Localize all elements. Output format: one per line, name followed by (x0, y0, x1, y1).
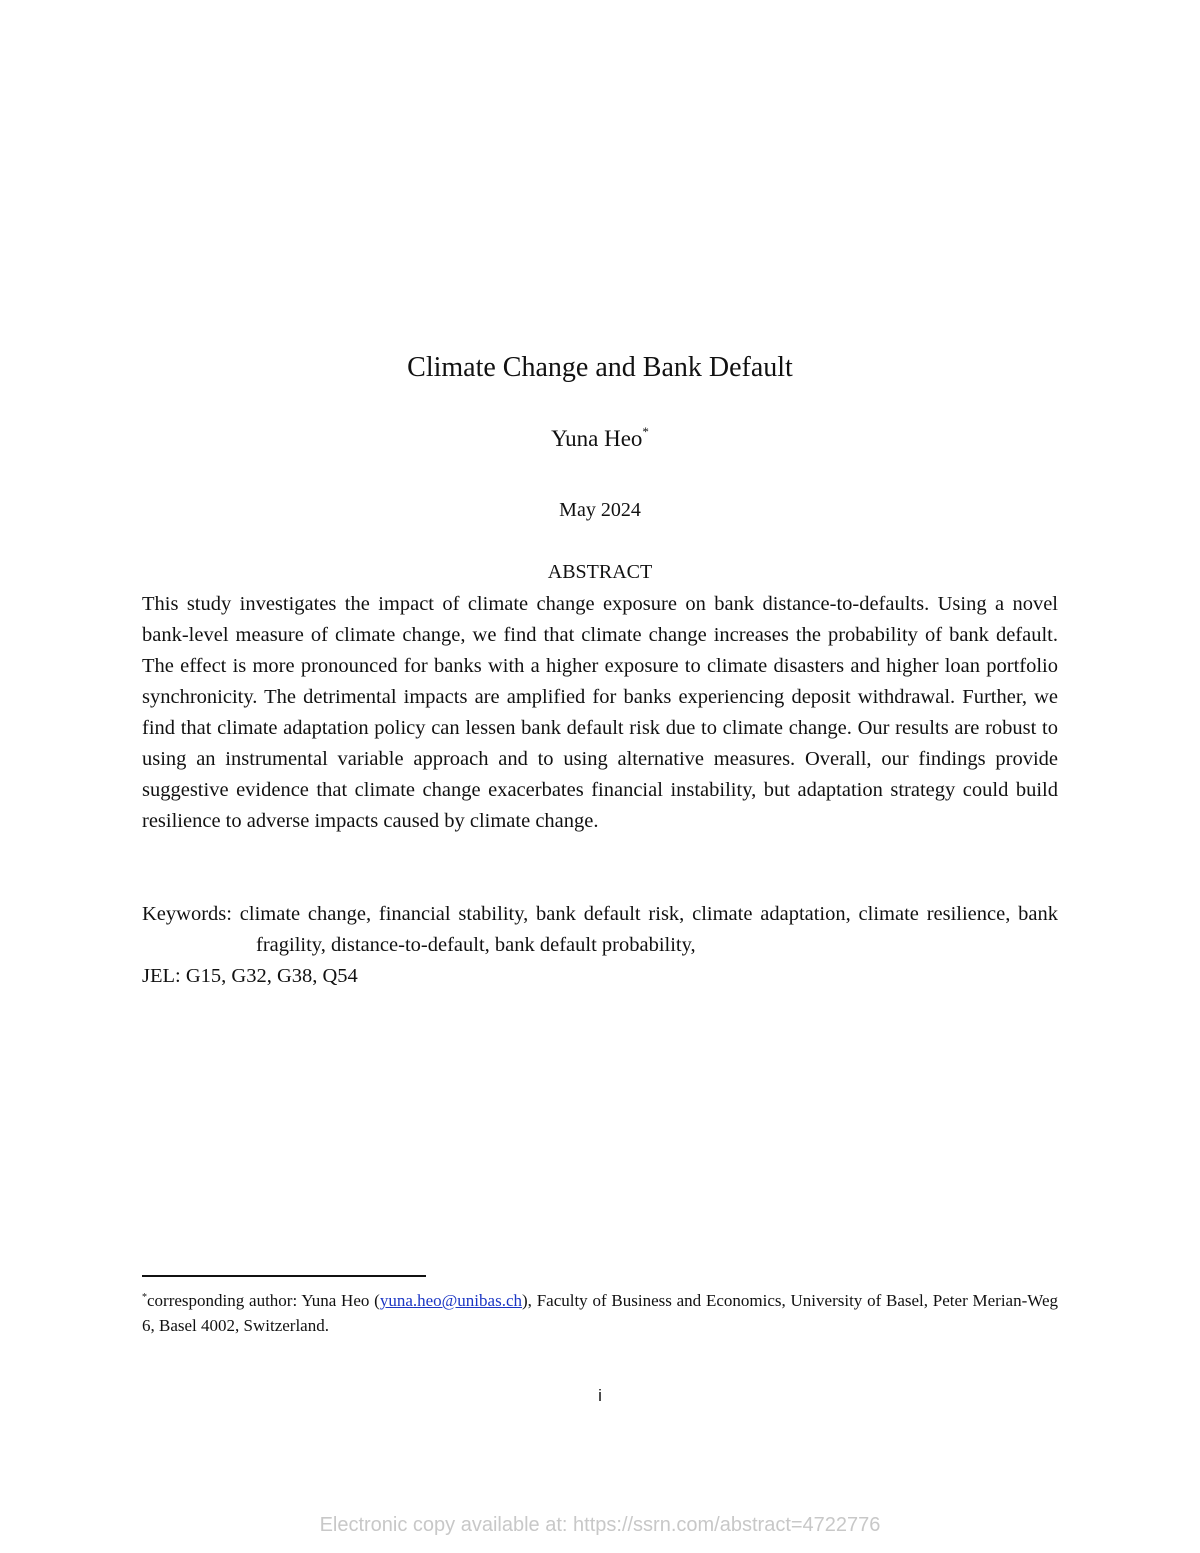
keywords-text: climate change, financial stability, bank default risk, climate adaptation, climate resilience, bank fragility, distance-to-default, bank default probability, (239, 903, 1059, 956)
footnote-prefix: corresponding author: Yuna Heo ( (147, 1291, 380, 1310)
paper-title: Climate Change and Bank Default (407, 352, 793, 383)
abstract-heading: ABSTRACT (547, 561, 653, 583)
author-line (0, 424, 1200, 454)
keywords-label: Keywords: (142, 903, 232, 925)
jel-label: JEL: (142, 965, 181, 987)
footnote-mark: * (142, 1292, 147, 1303)
page-number: i (598, 1386, 602, 1405)
abstract-body: This study investigates the impact of climate change exposure on bank distance-to-defaults. Using a novel bank-level measure of climate change, we find that climate change increases the probability of bank default. The effect is more pronounced for banks with a higher exposure to climate disasters and higher loan portfolio synchronicity. The detrimental impacts are amplified for banks experiencing deposit withdrawal. Further, we find that climate adaptation policy can lessen bank default risk due to climate change. Our results are robust to using an instrumental variable approach and to using alternative measures. Overall, our findings provide suggestive evidence that climate change exacerbates financial instability, but adaptation strategy could build resilience to adverse impacts caused by climate change. (142, 593, 1058, 832)
jel-text: G15, G32, G38, Q54 (185, 965, 358, 987)
footnote-suffix: ), Faculty of Business and Economics, University of Basel, Peter Merian-Weg 6, Basel 4002, Switzerland. (142, 1291, 1058, 1335)
author-name: Yuna Heo (551, 426, 643, 451)
jel-codes (142, 961, 1058, 992)
publication-date: May 2024 (559, 499, 641, 521)
author-email-link[interactable]: yuna.heo@unibas.ch (379, 1291, 522, 1310)
ssrn-watermark: Electronic copy available at: https://ssrn.com/abstract=4722776 (319, 1514, 881, 1536)
footnote (142, 1288, 1058, 1338)
footnote-divider (142, 1275, 426, 1277)
author-footnote-mark[interactable]: * (642, 424, 649, 439)
keywords (142, 899, 1058, 961)
